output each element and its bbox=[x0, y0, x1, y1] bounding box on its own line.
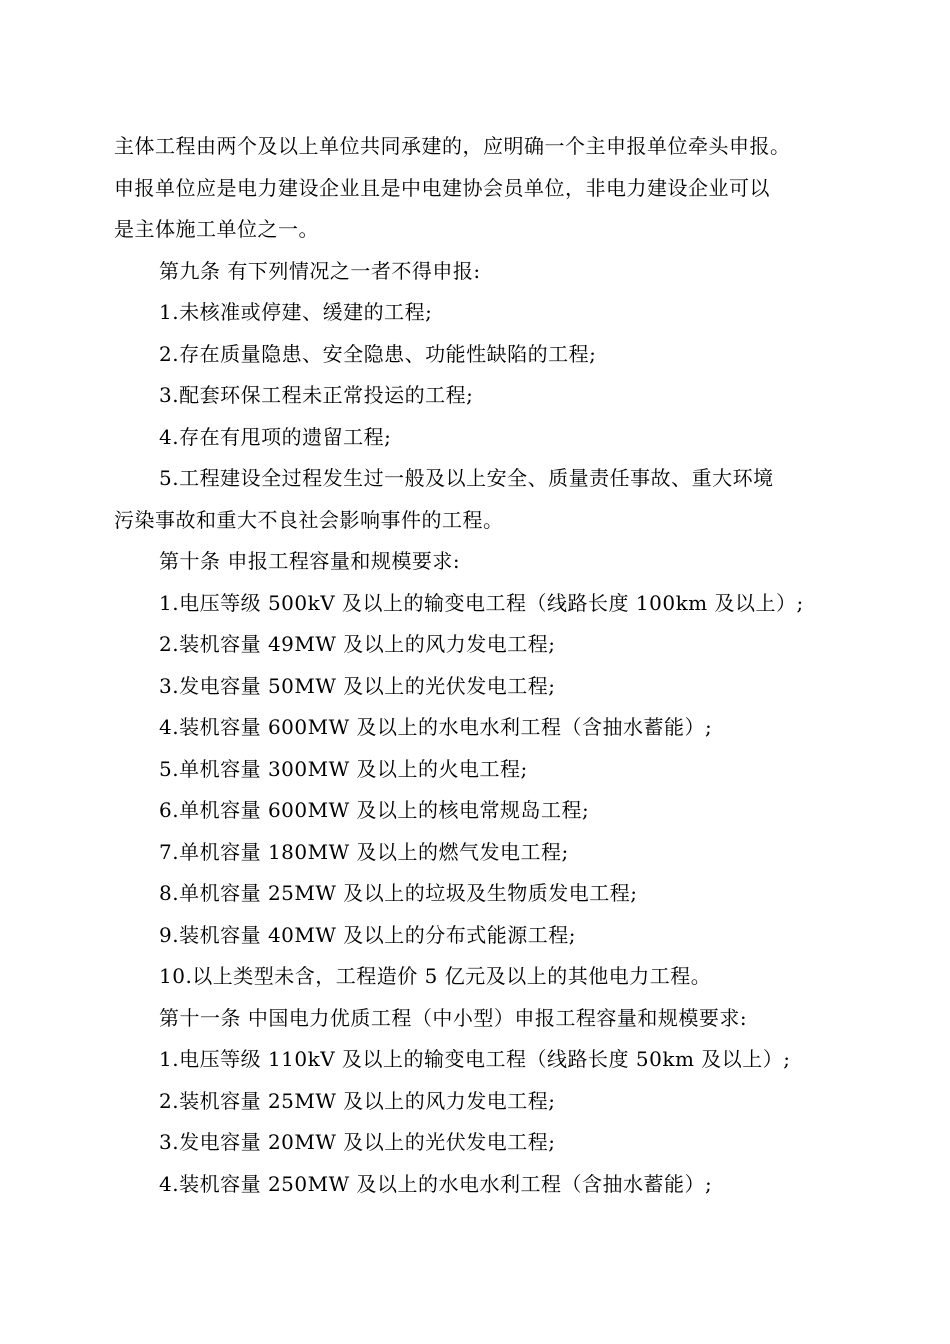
document-body bbox=[114, 126, 836, 1205]
list-item: 1.电压等级 500kV 及以上的输变电工程（线路长度 100km 及以上）; bbox=[159, 590, 804, 615]
list-item: 1.电压等级 110kV 及以上的输变电工程（线路长度 50km 及以上）; bbox=[159, 1047, 791, 1071]
list-item: 7.单机容量 180MW 及以上的燃气发电工程; bbox=[159, 839, 569, 864]
text-line: 申报单位应是电力建设企业且是中电建协会员单位，非电力建设企业可以 bbox=[114, 175, 770, 200]
list-item: 2.装机容量 25MW 及以上的风力发电工程; bbox=[159, 1088, 556, 1113]
list-item: 5.工程建设全过程发生过一般及以上安全、质量责任事故、重大环境 bbox=[159, 466, 774, 490]
list-item: 10.以上类型未含，工程造价 5 亿元及以上的其他电力工程。 bbox=[159, 964, 712, 988]
list-item: 1.未核准或停建、缓建的工程; bbox=[159, 300, 433, 324]
list-item: 3.发电容量 20MW 及以上的光伏发电工程; bbox=[159, 1130, 556, 1154]
text-line: 主体工程由两个及以上单位共同承建的，应明确一个主申报单位牵头申报。 bbox=[114, 134, 791, 158]
article-heading: 第十一条 中国电力优质工程（中小型）申报工程容量和规模要求: bbox=[159, 1005, 748, 1030]
list-item: 5.单机容量 300MW 及以上的火电工程; bbox=[159, 756, 528, 781]
list-item: 2.装机容量 49MW 及以上的风力发电工程; bbox=[159, 632, 556, 656]
list-item: 3.发电容量 50MW 及以上的光伏发电工程; bbox=[159, 673, 556, 698]
list-item: 2.存在质量隐患、安全隐患、功能性缺陷的工程; bbox=[159, 341, 597, 366]
list-item: 4.装机容量 250MW 及以上的水电水利工程（含抽水蓄能）; bbox=[159, 1171, 713, 1196]
list-item: 3.配套环保工程未正常投运的工程; bbox=[159, 383, 474, 407]
article-heading: 第九条 有下列情况之一者不得申报: bbox=[159, 258, 481, 283]
list-item: 8.单机容量 25MW 及以上的垃圾及生物质发电工程; bbox=[159, 881, 638, 905]
article-heading: 第十条 申报工程容量和规模要求: bbox=[159, 549, 461, 573]
list-item: 4.装机容量 600MW 及以上的水电水利工程（含抽水蓄能）; bbox=[159, 715, 713, 739]
list-item: 4.存在有甩项的遗留工程; bbox=[159, 424, 392, 449]
list-item: 6.单机容量 600MW 及以上的核电常规岛工程; bbox=[159, 798, 590, 822]
text-line: 是主体施工单位之一。 bbox=[114, 217, 319, 241]
text-line: 污染事故和重大不良社会影响事件的工程。 bbox=[114, 507, 504, 532]
list-item: 9.装机容量 40MW 及以上的分布式能源工程; bbox=[159, 922, 577, 947]
